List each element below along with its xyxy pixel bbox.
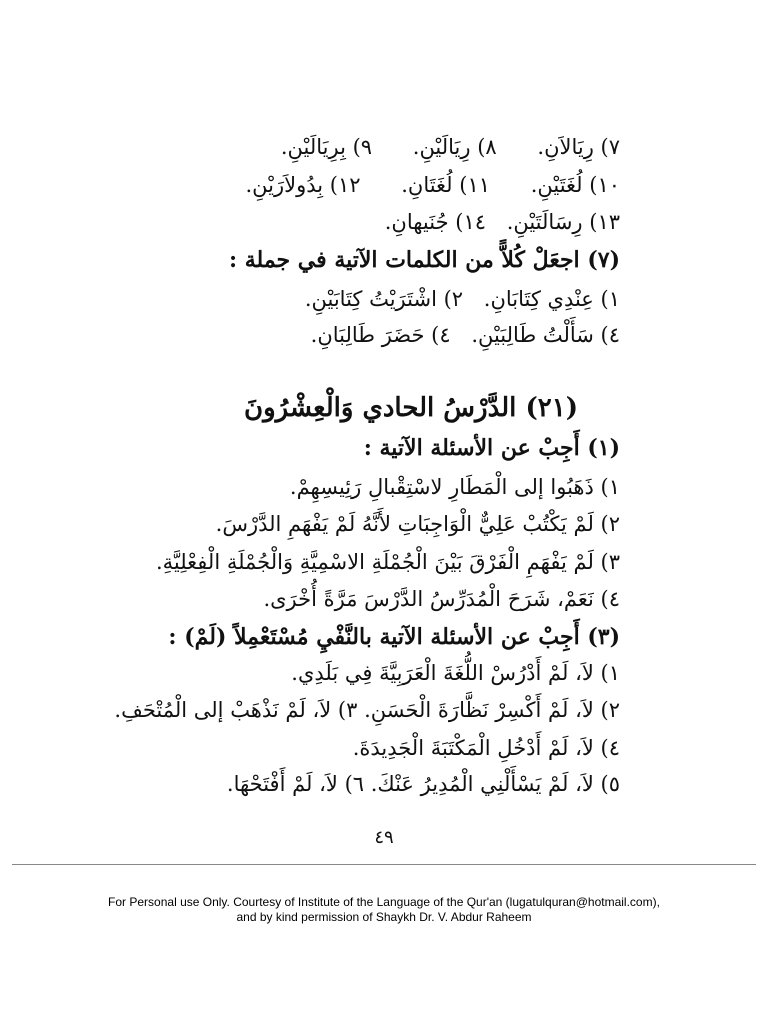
exercise-7-answer-3: ٤) سَأَلْتُ طَالِبَيْنِ. [471, 323, 620, 347]
exercise-3-item-2-3: ٢) لاَ، لَمْ أَكْسِرْ نَظَّارَةَ الْحَسَنِ. ٣) لاَ، لَمْ نَذْهَبْ إلى الْمُتْحَفِ. [114, 698, 620, 722]
exercise-7-answer-1: ١) عِنْدِي كِتَابَانِ. [483, 287, 620, 311]
lesson-title: (٢١) الدَّرْسُ الحادي وَالْعِشْرُونَ [243, 393, 578, 423]
page-number: ٤٩ [374, 827, 394, 848]
exercise-7-heading: (٧) اجعَلْ كُلاًّ من الكلمات الآتية في جملة : [228, 247, 620, 273]
exercise-1-heading: (١) أَجِبْ عن الأسئلة الآتية : [363, 435, 620, 461]
answer-7: ٧) رِيَالاَنِ. [537, 135, 620, 159]
answer-14: ١٤) جُنَيهانِ. [384, 210, 486, 234]
exercise-7-answer-4: ٤) حَضَرَ طَالِبَانِ. [310, 323, 451, 347]
answer-13: ١٣) رِسَالَتَيْنِ. [506, 210, 620, 234]
answer-12: ١٢) بِدُولاَرَيْنِ. [245, 173, 361, 197]
exercise-7-answer-2: ٢) اشْتَرَيْتُ كِتَابَيْنِ. [304, 287, 464, 311]
exercise-1-item-2: ٢) لَمْ يَكْتُبْ عَلِيٌّ الْوَاجِبَاتِ لأَنَّهُ لَمْ يَفْهَمِ الدَّرْسَ. [215, 512, 620, 536]
exercise-3-item-4: ٤) لاَ، لَمْ أَدْخُلِ الْمَكْتَبَةَ الْجَدِيدَةَ. [352, 736, 620, 760]
exercise-3-item-5-6: ٥) لاَ، لَمْ يَسْأَلْنِي الْمُدِيرُ عَنْكَ. ٦) لاَ، لَمْ أَفْتَحْهَا. [226, 772, 620, 796]
answer-11: ١١) لُغَتَانِ. [401, 173, 491, 197]
answer-8: ٨) رِيَالَيْنِ. [412, 135, 497, 159]
answer-row-13-14 [385, 205, 620, 239]
footer-note [0, 895, 768, 925]
exercise-1-item-3: ٣) لَمْ يَفْهَمِ الْفَرْقَ بَيْنَ الْجُمْلَةِ الاسْمِيَّةِ وَالْجُمْلَةِ الْفِعْلِيَّةِ. [155, 550, 620, 574]
exercise-7-row-2 [311, 318, 620, 352]
exercise-3-heading: (٣) أَجِبْ عن الأسئلة الآتية بالنَّفْيِ مُسْتَعْمِلاً (لَمْ) : [168, 624, 620, 650]
exercise-3-item-1: ١) لاَ، لَمْ أَدْرُسْ اللُّغَةَ الْعَرَبِيَّةَ فِي بَلَدِي. [291, 661, 620, 685]
answer-row-10-12 [245, 168, 620, 202]
footer-line-2: and by kind permission of Shaykh Dr. V. Abdur Raheem [236, 910, 532, 924]
footer-line-1: For Personal use Only. Courtesy of Institute of the Language of the Qur'an (lugatulquran@hotmail.com), [108, 895, 660, 909]
footer-divider [12, 864, 756, 865]
exercise-7-row-1 [305, 282, 620, 316]
answer-row-7-9 [281, 130, 620, 164]
answer-9: ٩) بِرِيَالَيْنِ. [280, 135, 373, 159]
answer-10: ١٠) لُغَتَيْنِ. [530, 173, 620, 197]
exercise-1-item-1: ١) ذَهَبُوا إلى الْمَطَارِ لاسْتِقْبالِ رَئِيسِهِمْ. [289, 475, 620, 499]
exercise-1-item-4: ٤) نَعَمْ، شَرَحَ الْمُدَرِّسُ الدَّرْسَ مَرَّةً أُخْرَى. [263, 587, 620, 611]
